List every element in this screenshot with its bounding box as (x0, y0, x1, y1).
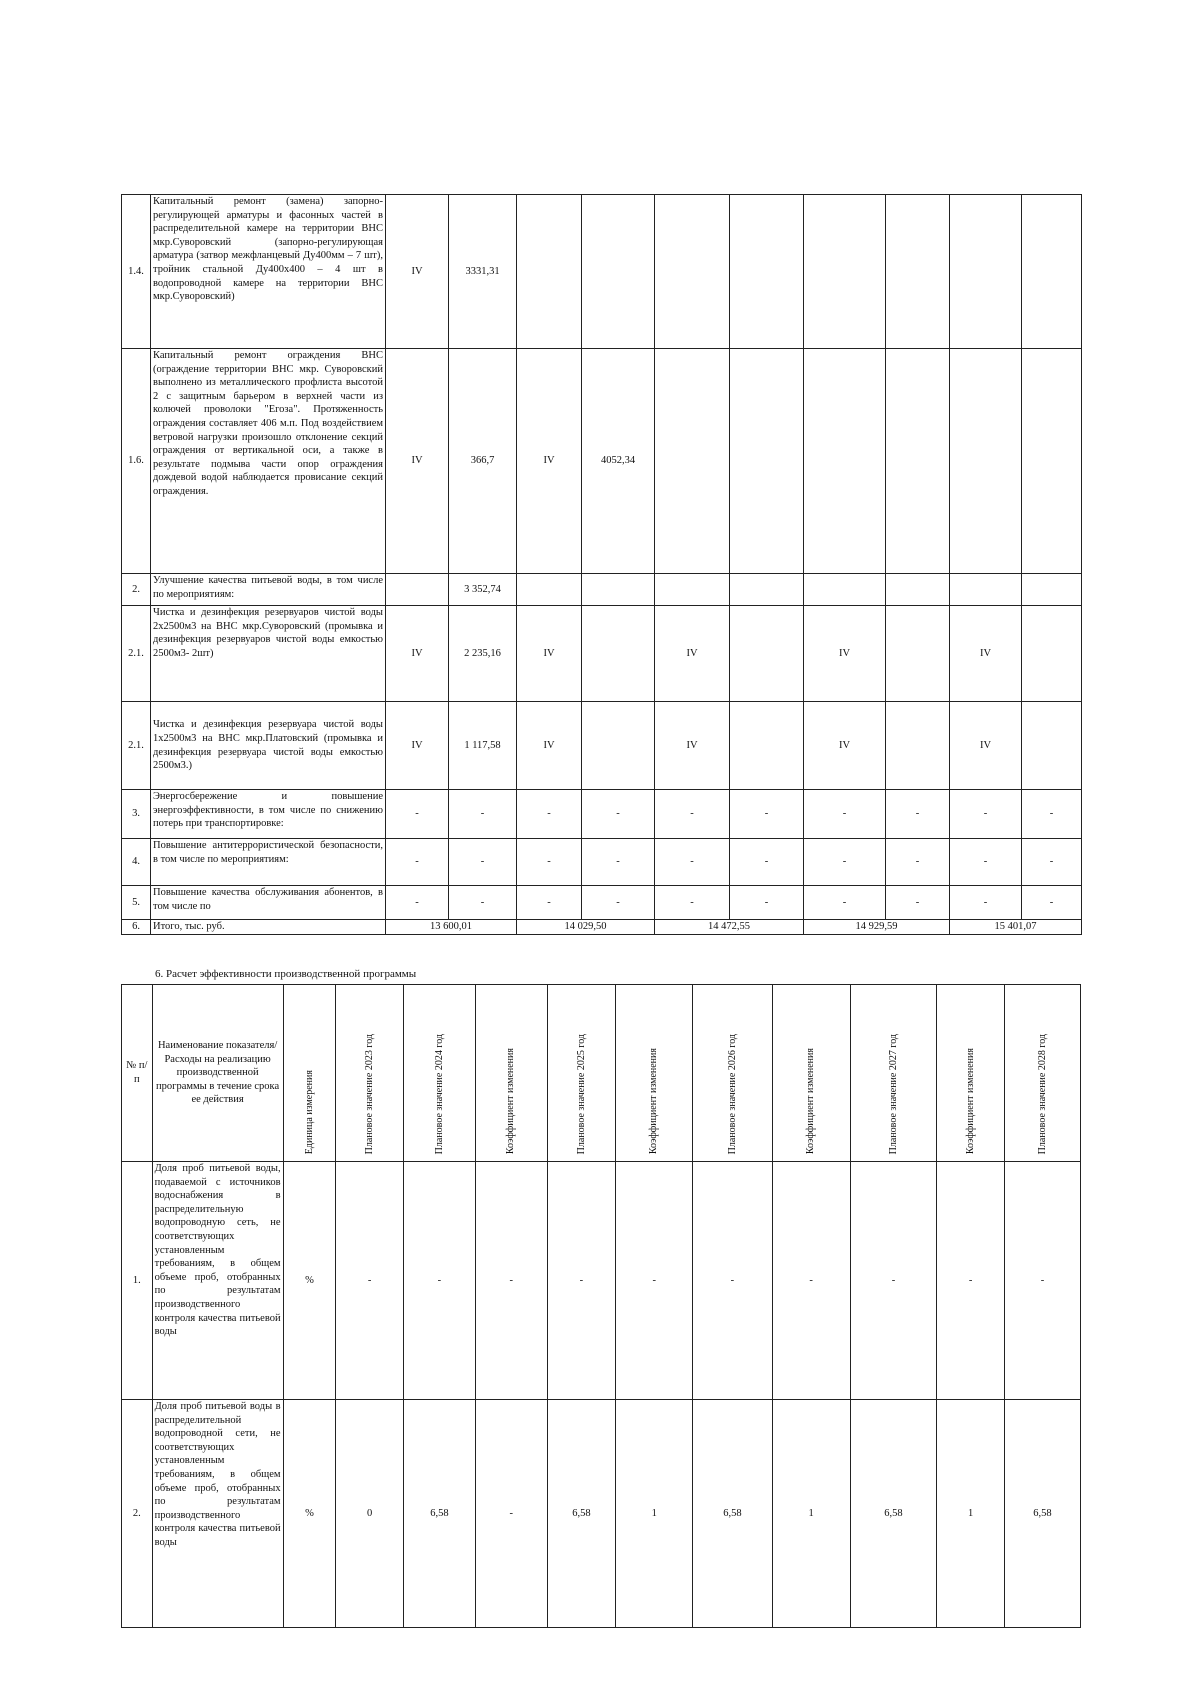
cell: - (386, 886, 449, 920)
cell: IV (386, 702, 449, 790)
cell: - (449, 839, 517, 886)
table-row (122, 790, 1082, 839)
cell (1022, 195, 1082, 349)
cell (950, 195, 1022, 349)
cell: - (449, 790, 517, 839)
cell (386, 574, 449, 606)
cell (582, 195, 655, 349)
cell (886, 606, 950, 702)
header-col: Коэффициент изменения (772, 985, 850, 1162)
cell: - (1004, 1162, 1080, 1400)
cell: 3 352,74 (449, 574, 517, 606)
cell: - (582, 886, 655, 920)
table-row (122, 606, 1082, 702)
cell (886, 349, 950, 574)
cell (886, 195, 950, 349)
header-num: № п/п (122, 985, 153, 1162)
cell: - (950, 839, 1022, 886)
cell: - (1022, 839, 1082, 886)
cell (1022, 606, 1082, 702)
cell: - (517, 790, 582, 839)
row-description: Энергосбережение и повышение энергоэффективности, в том числе по снижению потерь при транспортировке: (151, 790, 386, 839)
cell: - (693, 1162, 772, 1400)
cell: - (730, 790, 804, 839)
cell: - (475, 1400, 547, 1628)
row-description: Капитальный ремонт ограждения ВНС (ограждение территории ВНС мкр. Суворовский выполнено из металлического профлиста высотой 2 с защитным барьером в верхней части из колючей проволоки "Егоза". Протяженность ограждения составляет 406 м.п. Под воздействием ветровой нагрузки произошло отклонение секций ограждения от вертикальной оси, а также в результате подмыва части опор ограждения дождевой водой наблюдается провисание секций ограждения. (151, 349, 386, 574)
cell: 6,58 (403, 1400, 475, 1628)
cell: IV (655, 702, 730, 790)
cell: 4052,34 (582, 349, 655, 574)
cell (730, 702, 804, 790)
cell: - (336, 1162, 404, 1400)
cell (730, 606, 804, 702)
cell: - (804, 839, 886, 886)
cell (730, 349, 804, 574)
section-title: 6. Расчет эффективности производственной программы (155, 968, 417, 980)
cell (804, 574, 886, 606)
cell: - (582, 839, 655, 886)
cell: 1 (937, 1400, 1005, 1628)
total-row (122, 920, 1082, 935)
table-row (122, 574, 1082, 606)
total-label: Итого, тыс. руб. (151, 920, 386, 935)
cell: - (655, 839, 730, 886)
cell (804, 349, 886, 574)
cell: - (475, 1162, 547, 1400)
cell (950, 349, 1022, 574)
row-number: 4. (122, 839, 151, 886)
cell: 366,7 (449, 349, 517, 574)
cell: - (403, 1162, 475, 1400)
cell (655, 349, 730, 574)
row-number: 1.6. (122, 349, 151, 574)
total-value: 13 600,01 (386, 920, 517, 935)
cell (1022, 702, 1082, 790)
unit-cell: % (283, 1162, 336, 1400)
cell: IV (950, 702, 1022, 790)
header-col: Коэффициент изменения (475, 985, 547, 1162)
cell: 3331,31 (449, 195, 517, 349)
cell: IV (386, 349, 449, 574)
cell (582, 606, 655, 702)
cell: 1 (772, 1400, 850, 1628)
table-row (122, 349, 1082, 574)
row-description: Капитальный ремонт (замена) запорно-регулирующей арматуры и фасонных частей в распределительной камере на территории ВНС мкр.Суворовский (запорно-регулирующая арматура (затвор межфланцевый Ду400мм – 7 шт), тройник стальной Ду400х400 – 4 шт в водопроводной камере на территории ВНС мкр.Суворовский) (151, 195, 386, 349)
row-description: Улучшение качества питьевой воды, в том числе по мероприятиям: (151, 574, 386, 606)
cell: 6,58 (850, 1400, 937, 1628)
row-description: Чистка и дезинфекция резервуара чистой воды 1х2500м3 на ВНС мкр.Платовский (промывка и дезинфекция резервуара чистой воды емкостью 2500м3.) (151, 702, 386, 790)
cell: 6,58 (547, 1400, 616, 1628)
cell: - (950, 790, 1022, 839)
cell: - (517, 839, 582, 886)
cell: IV (386, 195, 449, 349)
cell: IV (804, 702, 886, 790)
cell: - (730, 839, 804, 886)
header-col: Коэффициент изменения (616, 985, 693, 1162)
cell: IV (517, 702, 582, 790)
row-description: Чистка и дезинфекция резервуаров чистой воды 2х2500м3 на ВНС мкр.Суворовский (промывка и дезинфекция резервуаров чистой воды емкостью 2500м3- 2шт) (151, 606, 386, 702)
header-col: Коэффициент изменения (937, 985, 1005, 1162)
row-number: 3. (122, 790, 151, 839)
row-number: 2.1. (122, 606, 151, 702)
cell: - (386, 790, 449, 839)
cell (886, 574, 950, 606)
row-description: Повышение качества обслуживания абонентов, в том числе по (151, 886, 386, 920)
cell: IV (517, 349, 582, 574)
header-name: Наименование показателя/Расходы на реализацию производственной программы в течение срока ее действия (152, 985, 283, 1162)
row-description: Повышение антитеррористической безопасности, в том числе по мероприятиям: (151, 839, 386, 886)
header-unit: Единица измерения (283, 985, 336, 1162)
cell: - (804, 886, 886, 920)
cell (655, 195, 730, 349)
total-value: 14 029,50 (517, 920, 655, 935)
cell (517, 574, 582, 606)
cell (655, 574, 730, 606)
cell: 0 (336, 1400, 404, 1628)
cell: 1 117,58 (449, 702, 517, 790)
cell (886, 702, 950, 790)
cell (730, 574, 804, 606)
cell (582, 702, 655, 790)
cell: - (730, 886, 804, 920)
cell (730, 195, 804, 349)
investment-table (121, 194, 1082, 935)
header-col: Плановое значение 2027 год (850, 985, 937, 1162)
table-row (122, 195, 1082, 349)
cell: - (886, 839, 950, 886)
cell: - (804, 790, 886, 839)
cell: - (850, 1162, 937, 1400)
cell: 1 (616, 1400, 693, 1628)
cell (1022, 574, 1082, 606)
cell: - (547, 1162, 616, 1400)
cell: - (386, 839, 449, 886)
total-value: 15 401,07 (950, 920, 1082, 935)
row-number: 1. (122, 1162, 153, 1400)
header-col: Плановое значение 2024 год (403, 985, 475, 1162)
cell: 6,58 (1004, 1400, 1080, 1628)
cell: - (772, 1162, 850, 1400)
row-number: 5. (122, 886, 151, 920)
row-number: 2. (122, 1400, 153, 1628)
total-value: 14 929,59 (804, 920, 950, 935)
table-row (122, 839, 1082, 886)
row-number: 6. (122, 920, 151, 935)
cell: 2 235,16 (449, 606, 517, 702)
cell (804, 195, 886, 349)
cell: - (517, 886, 582, 920)
row-description: Доля проб питьевой воды, подаваемой с источников водоснабжения в распределительную водопроводную сеть, не соответствующих установленным требованиям, в общем объеме проб, отобранных по результатам производственного контроля качества питьевой воды (152, 1162, 283, 1400)
cell: IV (386, 606, 449, 702)
cell (950, 574, 1022, 606)
table-row (122, 1400, 1081, 1628)
unit-cell: % (283, 1400, 336, 1628)
cell: - (886, 886, 950, 920)
cell: - (655, 886, 730, 920)
cell: - (1022, 790, 1082, 839)
row-number: 1.4. (122, 195, 151, 349)
cell: - (937, 1162, 1005, 1400)
cell: - (655, 790, 730, 839)
row-number: 2. (122, 574, 151, 606)
header-row (122, 985, 1081, 1162)
cell: IV (517, 606, 582, 702)
cell: IV (950, 606, 1022, 702)
header-col: Плановое значение 2025 год (547, 985, 616, 1162)
cell: IV (804, 606, 886, 702)
cell: - (449, 886, 517, 920)
header-col: Плановое значение 2026 год (693, 985, 772, 1162)
total-value: 14 472,55 (655, 920, 804, 935)
cell: 6,58 (693, 1400, 772, 1628)
header-col: Плановое значение 2028 год (1004, 985, 1080, 1162)
cell: IV (655, 606, 730, 702)
cell: - (886, 790, 950, 839)
table-row (122, 702, 1082, 790)
row-description: Доля проб питьевой воды в распределительной водопроводной сети, не соответствующих установленным требованиям, в общем объеме проб, отобранных по результатам производственного контроля качества питьевой воды (152, 1400, 283, 1628)
cell (1022, 349, 1082, 574)
cell: - (1022, 886, 1082, 920)
cell (517, 195, 582, 349)
cell (582, 574, 655, 606)
table-row (122, 1162, 1081, 1400)
table-row (122, 886, 1082, 920)
cell: - (582, 790, 655, 839)
efficiency-table (121, 984, 1081, 1628)
header-col: Плановое значение 2023 год (336, 985, 404, 1162)
row-number: 2.1. (122, 702, 151, 790)
cell: - (950, 886, 1022, 920)
cell: - (616, 1162, 693, 1400)
